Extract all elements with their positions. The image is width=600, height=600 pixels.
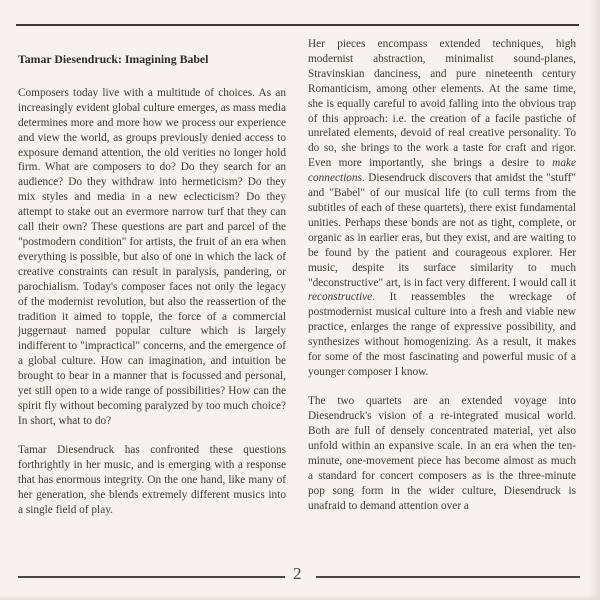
emphasis-make-connections: make connections xyxy=(308,157,576,185)
page-number: 2 xyxy=(293,564,302,583)
footer-rule-left xyxy=(18,576,285,578)
pieces-text-1: Her pieces encompass extended techniques, high modernist abstraction, minimalist sound-planes, Stravinskian danciness, and pure nineteenth century Romanticism, among other elements. At the same time, she is equally careful to avoid falling into the obvious trap of this approach: i.e. the creation of a facile pastiche of unrelated elements, devoid of real creative personality. To do so, she brings to the work a taste for craft and rigor. Even more importantly, she brings a desire to xyxy=(308,38,576,170)
right-column xyxy=(308,37,576,528)
intro-paragraph: Composers today live with a multitude of choices. As an increasingly evident global culture emerges, as mass media determines more and more how we process our experience and view the world, as groups previously denied access to exposure demand attention, the old verities no longer hold firm. What are composers to do? Do they search for an audience? Do they withdraw into hermeticism? Do they mix styles and media in a new eclecticism? Do they attempt to stake out an evermore narrow turf that they can call their own? These questions are part and parcel of the "postmodern condition" for artists, the fruit of an era when everything is possible, but also of one in which the lack of creative constraints can result in paralysis, pandering, or parochialism. Today's composer faces not only the legacy of the modernist revolution, but also the reassertion of the tradition it aimed to topple, the force of a commercial juggernaut named popular culture which is largely indifferent to "impractical" concerns, and the emergence of a global culture. How can imagination, and intuition be brought to bear in a manner that is focussed and personal, yet still open to a wide range of possibilities? How can the spirit fly without becoming paralyzed by too much choice? In short, what to do? xyxy=(18,86,286,427)
pieces-text-2: . Diesendruck discovers that amidst the "stuff" and "Babel" of our musical life (to cull terms from the subtitles of each of these quartets), there exist fundamental unities. Perhaps these bonds are not as tight, complete, or organic as in earlier eras, but they exist, and are waiting to be found by the patient and courageous explorer. Her music, despite its surface similarity to much "deconstructive" art, is in fact very different. I would call it xyxy=(308,172,576,289)
quartets-paragraph: The two quartets are an extended voyage into Diesendruck's vision of a re-integrated musical world. Both are full of densely concentrated material, yet also unfold within an expansive scale. In an era when the ten-minute, one-movement piece has become almost as much a standard for concert composers as is the three-minute pop song form in the wider culture, Diesendruck is unafraid to demand attention over a xyxy=(308,395,576,512)
top-rule xyxy=(16,24,579,26)
left-column xyxy=(18,40,286,532)
emphasis-reconstructive: reconstructive xyxy=(308,291,373,304)
article-heading: Tamar Diesendruck: Imagining Babel xyxy=(18,52,209,66)
page-bottom-shadow xyxy=(0,594,600,600)
pieces-text-3: . It reassembles the wreckage of postmodernist musical culture into a fresh and viable new practice, enlarges the range of expressive possibility, and synthesizes without homogenizing. As a result, it makes for some of the most fascinating and powerful music of a younger composer I know. xyxy=(308,291,576,378)
diesendruck-paragraph: Tamar Diesendruck has confronted these questions forthrightly in her music, and is emerging with a response that has enormous integrity. On the one hand, like many of her generation, she blends extremely different musics into a single field of play. xyxy=(18,444,286,516)
page-footer xyxy=(0,566,600,586)
page-edge-shadow xyxy=(588,0,600,600)
pieces-paragraph xyxy=(308,37,576,380)
footer-rule-right xyxy=(316,576,580,578)
